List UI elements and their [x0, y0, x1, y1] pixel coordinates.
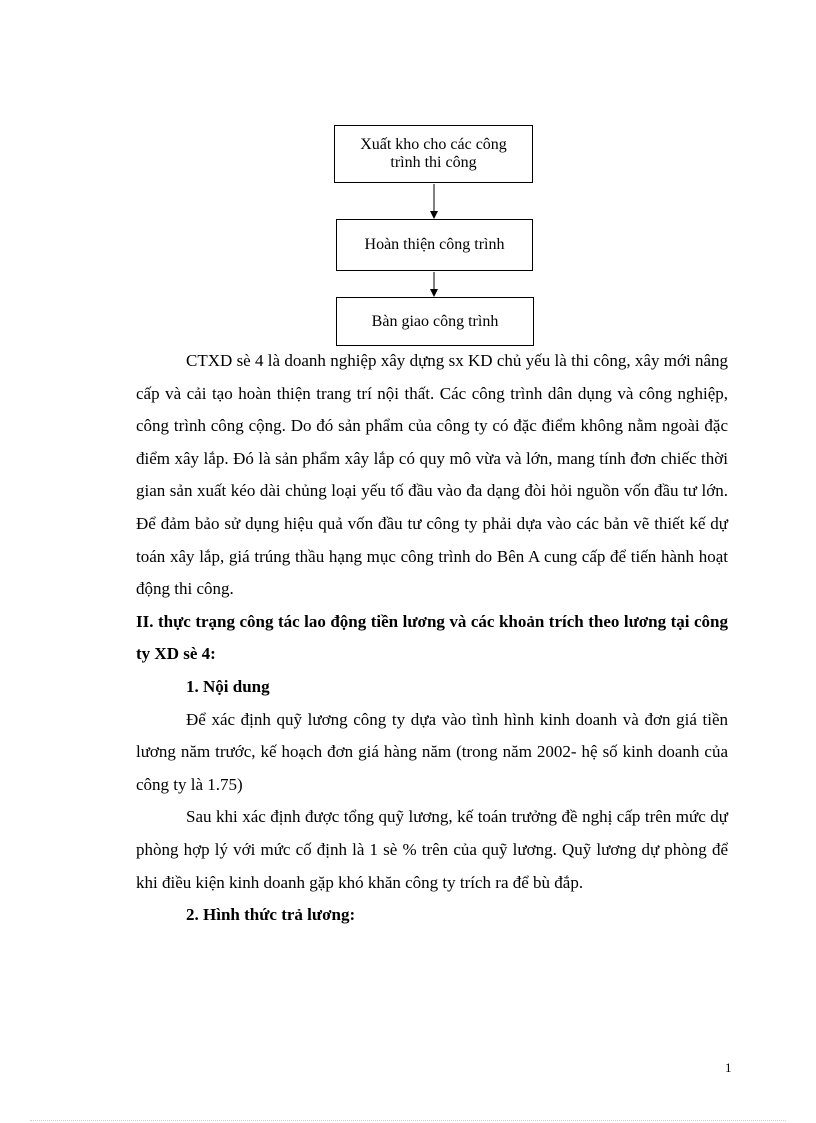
- subheading-payment-form: 2. Hình thức trả lương:: [186, 905, 356, 925]
- subheading-content: 1. Nội dung: [186, 676, 270, 696]
- flow-arrows: [0, 0, 816, 400]
- page-number: 1: [725, 1060, 732, 1075]
- flow-box-label: Bàn giao công trình: [371, 312, 499, 330]
- arrow-head-1-icon: [430, 211, 438, 219]
- paragraph-reserve-fund: Sau khi xác định được tổng quỹ lương, kế toán trưởng đề nghị cấp trên mức dự phòng hợp lý với mức cố định là 1 sè % trên của quỹ lương. Quỹ lương dự phòng để khi điều kiện kinh doanh gặp khó khăn công ty trích ra để bù đắp.: [136, 807, 728, 892]
- flow-box-label: Hoàn thiện công trình: [364, 236, 505, 253]
- page-bottom-rule: [30, 1120, 786, 1121]
- body-text: [136, 345, 728, 932]
- paragraph-company-overview: CTXD sè 4 là doanh nghiệp xây dựng sx KD chủ yếu là thi công, xây mới nâng cấp và cải tạo hoàn thiện trang trí nội thất. Các công trình dân dụng và công nghiệp, công trình công cộng. Do đó sản phẩm của công ty có đặc điểm không nằm ngoài đặc điểm xây lắp. Đó là sản phẩm xây lắp có quy mô vừa và lớn, mang tính đơn chiếc thời gian sản xuất kéo dài chủng loại yếu tố đầu vào đa dạng đòi hỏi nguồn vốn đầu tư lớn. Để đảm bảo sử dụng hiệu quả vốn đầu tư công ty phải dựa vào các bản vẽ thiết kế dự toán xây lắp, giá trúng thầu hạng mục công trình do Bên A cung cấp để tiến hành hoạt động thi công.: [136, 351, 728, 599]
- section-heading: II. thực trạng công tác lao động tiền lương và các khoản trích theo lương tại công ty XD sè 4:: [136, 611, 728, 664]
- flow-box-line-1: Xuất kho cho các công: [360, 136, 507, 153]
- arrow-head-2-icon: [430, 289, 438, 297]
- paragraph-salary-fund: Để xác định quỹ lương công ty dựa vào tình hình kinh doanh và đơn giá tiền lương năm trước, kế hoạch đơn giá hàng năm (trong năm 2002- hệ số kinh doanh của công ty là 1.75): [136, 709, 728, 794]
- flow-box-line-2: trình thi công: [390, 154, 477, 171]
